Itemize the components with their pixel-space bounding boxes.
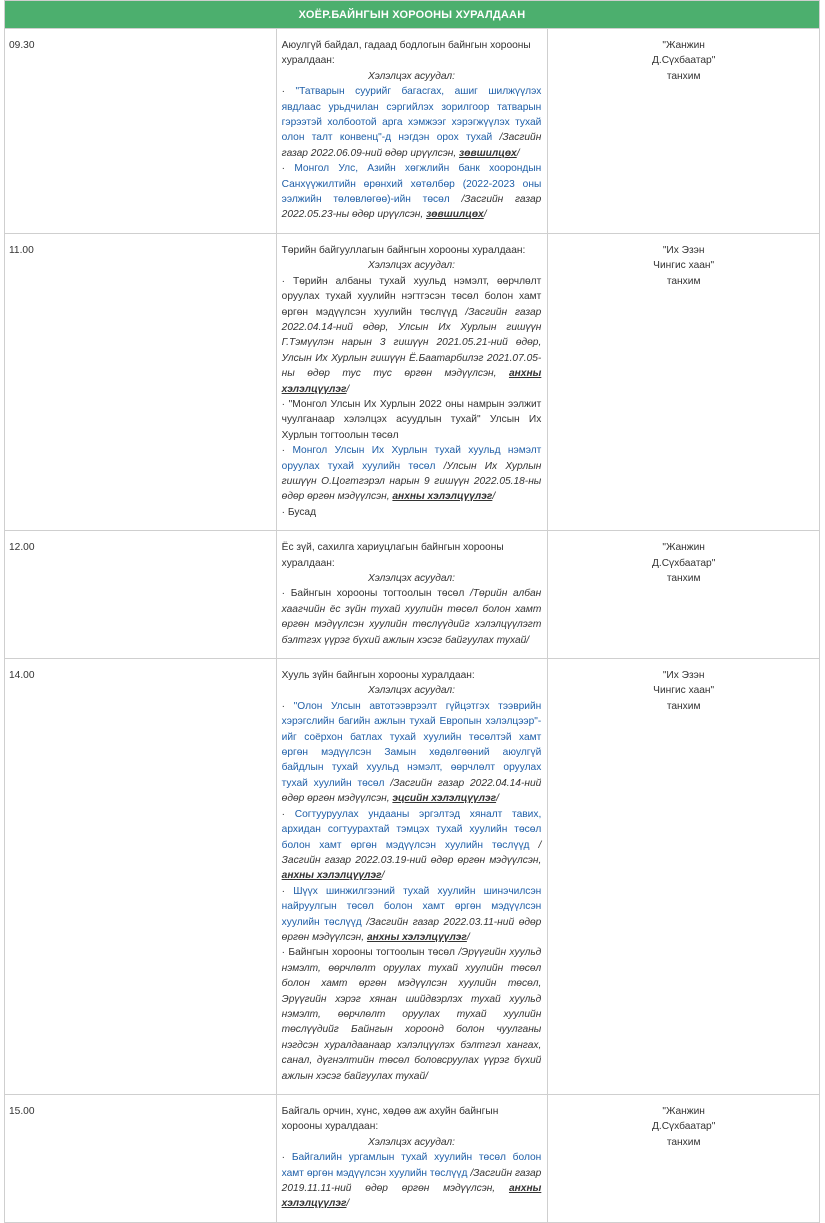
- agenda-item-note: /Засгийн газар 2022.05.23-ны өдөр ирүүлсэн,: [281, 194, 542, 221]
- room-name-line: танхим: [666, 70, 701, 82]
- agenda-item-text: "Монгол Улсын Их Хурлын 2022 оны намрын ээлжит чуулганаар хэлэлцэх асуудлын тухай" Улсын Их Хурлын тогтоолын төсөл: [281, 398, 542, 441]
- agenda-item-status: анхны хэлэлцүүлэг: [392, 491, 493, 503]
- agenda-item-link[interactable]: Монгол Улсын Их Хурлын тухай хуульд нэмэлт оруулах тухай хуулийн төсөл: [281, 445, 542, 472]
- table-row: [5, 29, 820, 234]
- session-room: [548, 233, 820, 530]
- session-time: 14.00: [5, 659, 277, 1095]
- table-row: [5, 233, 820, 530]
- agenda-item-link[interactable]: "Татварын суурийг багасгах, ашиг шилжүүлэх явдлаас урьдчилан сэргийлэх зорилгоор татварын гэрээтэй холбоотой арга хэмжээг хэрэгжүүлэх тухай олон талт конвенц"-д нэгдэн орох тухай: [281, 86, 542, 144]
- room-name-line: Д.Сүхбаатар": [651, 1121, 716, 1133]
- agenda-item-note: /Засгийн газар 2022.03.19-ний өдөр өргөн мэдүүлсэн,: [281, 839, 542, 866]
- agenda-item-status: анхны хэлэлцүүлэг: [281, 1183, 542, 1210]
- room-name-line: Чингис хаан": [653, 685, 715, 697]
- agenda-item-note-end: /: [516, 147, 520, 159]
- room-name-line: "Их Эзэн: [662, 244, 705, 256]
- room-name-line: танхим: [666, 700, 701, 712]
- agenda-item-status: анхны хэлэлцүүлэг: [281, 368, 542, 395]
- bullet-dot-icon: ·: [281, 808, 295, 820]
- agenda-item: [282, 884, 542, 946]
- room-name-line: танхим: [666, 275, 701, 287]
- agenda-item-status: анхны хэлэлцүүлэг: [281, 870, 382, 882]
- session-time: 15.00: [5, 1095, 277, 1223]
- agenda-item-note-end: /: [483, 209, 487, 221]
- room-name-line: танхим: [666, 573, 701, 584]
- bullet-dot-icon: ·: [281, 506, 288, 518]
- agenda-item-status: зөвшилцөх: [426, 209, 484, 221]
- agenda-item-note-end: /: [492, 491, 496, 503]
- agenda-item-status: эцсийн хэлэлцүүлэг: [392, 793, 497, 805]
- bullet-dot-icon: ·: [281, 163, 295, 175]
- committee-title: Ёс зүй, сахилга хариуцлагын байнгын хорооны хуралдаан:: [281, 542, 504, 569]
- agenda-item-note-end: /: [346, 1198, 350, 1210]
- agenda-item-link[interactable]: Согтууруулах ундааны эргэлтэд хяналт тавих, архидан согтуурахтай тэмцэх тухай хуулийн төсөл болон хамт өргөн мэдүүлсэн хуулийн төслүүд: [281, 808, 542, 851]
- bullet-dot-icon: ·: [281, 275, 294, 287]
- room-name-line: "Жанжин: [662, 542, 705, 554]
- agenda-item-status: анхны хэлэлцүүлэг: [366, 931, 467, 943]
- session-description: [276, 233, 548, 530]
- schedule-wrapper: [4, 0, 820, 1223]
- session-description: [276, 29, 548, 234]
- agenda-item-link[interactable]: "Олон Улсын автотээврээлт гүйцэтгэх тээврийн хэрэгслийн багийн ажлын тухай Европын хэлэлцээр"-ийг соёрхон батлах тухай хуулийн төсөлтэй хамт өргөн мэдүүлсэн Замын хөдөлгөөний аюулгүй байдлын тухай хуульд нэмэлт, өөрчлөлт оруулах тухай хуулийн төсөл: [281, 700, 542, 789]
- agenda-item-text: Бусад: [287, 506, 317, 518]
- agenda-item-link[interactable]: Шүүх шинжилгээний тухай хуулийн шинэчилсэн найруулгын төсөл болон хамт өргөн мэдүүлсэн хуулийн төслүүд: [281, 885, 542, 928]
- table-row: [5, 531, 820, 659]
- session-room: [548, 1095, 820, 1223]
- agenda-item-note: /Засгийн газар 2022.06.09-ний өдөр ирүүлсэн,: [281, 132, 542, 159]
- bullet-dot-icon: ·: [281, 86, 296, 98]
- agenda-item: [282, 586, 542, 648]
- agenda-item-link[interactable]: Монгол Улс, Азийн хөгжлийн банк хоорондын Санхүүжилтийн өрөнхий хөтөлбөр (2022-2023 оны ээлжийн төлөвлөгөө)-ийн төсөл: [281, 163, 542, 206]
- agenda-item-status: зөвшилцөх: [459, 147, 517, 159]
- agenda-label: Хэлэлцэх асуудал:: [367, 1136, 455, 1148]
- room-name-line: танхим: [666, 1136, 701, 1148]
- agenda-item: [282, 1150, 542, 1212]
- agenda-item-note-end: /: [496, 793, 499, 805]
- committee-title: Төрийн байгууллагын байнгын хорооны хуралдаан:: [281, 244, 526, 256]
- agenda-item-text: Байнгын хорооны тогтоолын төсөл: [290, 588, 465, 600]
- session-time: 09.30: [5, 29, 277, 234]
- room-name-line: "Их Эзэн: [662, 670, 705, 682]
- table-row: [5, 1095, 820, 1223]
- bullet-dot-icon: ·: [281, 445, 293, 457]
- session-room: [548, 29, 820, 234]
- agenda-item-note-end: /: [466, 931, 470, 943]
- committee-title: Байгаль орчин, хүнс, хөдөө аж ахуйн байнгын хорооны хуралдаан:: [281, 1106, 499, 1133]
- session-time: 12.00: [5, 531, 277, 659]
- room-name-line: Д.Сүхбаатар": [651, 557, 716, 569]
- agenda-item: [282, 505, 542, 520]
- committee-title: Аюулгүй байдал, гадаад бодлогын байнгын хорооны хуралдаан:: [281, 40, 531, 67]
- session-description: [276, 531, 548, 659]
- committee-schedule-table: [4, 0, 820, 1223]
- agenda-item-link[interactable]: Байгалийн ургамлын тухай хуулийн төсөл болон хамт өргөн мэдүүлсэн хуулийн төслүүд: [281, 1152, 542, 1179]
- agenda-item-note-end: /: [346, 383, 350, 395]
- agenda-item-note: /Засгийн газар 2022.04.14-ний өдөр өргөн мэдүүлсэн,: [281, 777, 542, 805]
- agenda-item-note: /Засгийн газар 2022.04.14-ний өдөр, Улсын Их Хурлын гишүүн Г.Тэмүүлэн нарын 3 гишүүн 2021.05.21-ний өдөр, Улсын Их Хурлын гишүүн Ё.Баатарбилэг 2021.07.05-ны өдөр тус тус өргөн мэдүүлсэн,: [281, 306, 542, 380]
- agenda-label: Хэлэлцэх асуудал:: [367, 260, 455, 272]
- room-name-line: "Жанжин: [662, 40, 705, 51]
- agenda-item-note: /Засгийн газар 2019.11.11-ний өдөр өргөн мэдүүлсэн,: [281, 1167, 542, 1195]
- agenda-item: [282, 945, 542, 1084]
- session-room: [548, 531, 820, 659]
- agenda-item: [282, 807, 542, 884]
- bullet-dot-icon: ·: [281, 1152, 292, 1164]
- session-description: [276, 1095, 548, 1223]
- session-time: 11.00: [5, 233, 277, 530]
- table-header-title: ХОЁР.БАЙНГЫН ХОРООНЫ ХУРАЛДААН: [5, 1, 820, 29]
- agenda-label: Хэлэлцэх асуудал:: [367, 70, 455, 82]
- agenda-item-note-end: /: [381, 870, 385, 882]
- bullet-dot-icon: ·: [281, 700, 294, 712]
- agenda-item: [282, 397, 542, 443]
- bullet-dot-icon: ·: [281, 885, 294, 897]
- room-name-line: Чингис хаан": [653, 260, 715, 272]
- agenda-item: [282, 161, 542, 223]
- agenda-item: [282, 84, 542, 161]
- agenda-item: [282, 699, 542, 807]
- table-row: [5, 659, 820, 1095]
- agenda-item-note: /Засгийн газар 2022.03.11-ний өдөр өргөн мэдүүлсэн,: [281, 916, 542, 943]
- agenda-item-text: Төрийн албаны тухай хуульд нэмэлт, өөрчлөлт оруулах тухай хуулийн нэгтгэсэн төсөл болон хамт өргөн мэдүүлсэн хуулийн төслүүд: [281, 275, 542, 318]
- agenda-item-note: /Улсын Их Хурлын гишүүн О.Цогтгэрэл нарын 9 гишүүн 2022.05.18-ны өдөр өргөн мэдүүлсэн,: [281, 460, 542, 503]
- session-room: [548, 659, 820, 1095]
- bullet-dot-icon: ·: [281, 398, 289, 410]
- agenda-label: Хэлэлцэх асуудал:: [367, 685, 455, 697]
- bullet-dot-icon: ·: [281, 588, 291, 600]
- committee-title: Хууль зүйн байнгын хорооны хуралдаан:: [281, 670, 475, 682]
- agenda-item-note: /Төрийн албан хаагчийн ёс зүйн тухай хуулийн төсөл болон хамт өргөн мэдүүлсэн хуулийн төслүүдийг хэлэлцүүлэгт бэлтгэх үүрэг бүхий ажлын хэсэг байгуулах тухай/: [281, 588, 542, 646]
- agenda-item-note: /Эрүүгийн хуульд нэмэлт, өөрчлөлт оруулах тухай хуулийн төсөл болон хамт өргөн мэдүүлсэн хуулийн төсөл, Эрүүгийн хэрэг хянан шийдвэрлэх тухай хуульд нэмэлт, өөрчлөлт оруулах тухай хуулийн төслүүдийг Байнгын хороонд болон чуулганы нэгдсэн хуралдаанаар хэлэлцүүлэх бэлтгэл хангах, санал, дүгнэлтийн төсөл боловсруулах үүрэг бүхий ажлын хэсэг байгуулах тухай/: [281, 947, 542, 1082]
- agenda-item: [282, 274, 542, 397]
- room-name-line: "Жанжин: [662, 1106, 705, 1117]
- room-name-line: Д.Сүхбаатар": [651, 55, 716, 67]
- session-description: [276, 659, 548, 1095]
- agenda-item-text: Байнгын хорооны тогтоолын төсөл: [288, 947, 455, 959]
- agenda-label: Хэлэлцэх асуудал:: [367, 573, 455, 584]
- bullet-dot-icon: ·: [281, 947, 289, 959]
- agenda-item: [282, 443, 542, 505]
